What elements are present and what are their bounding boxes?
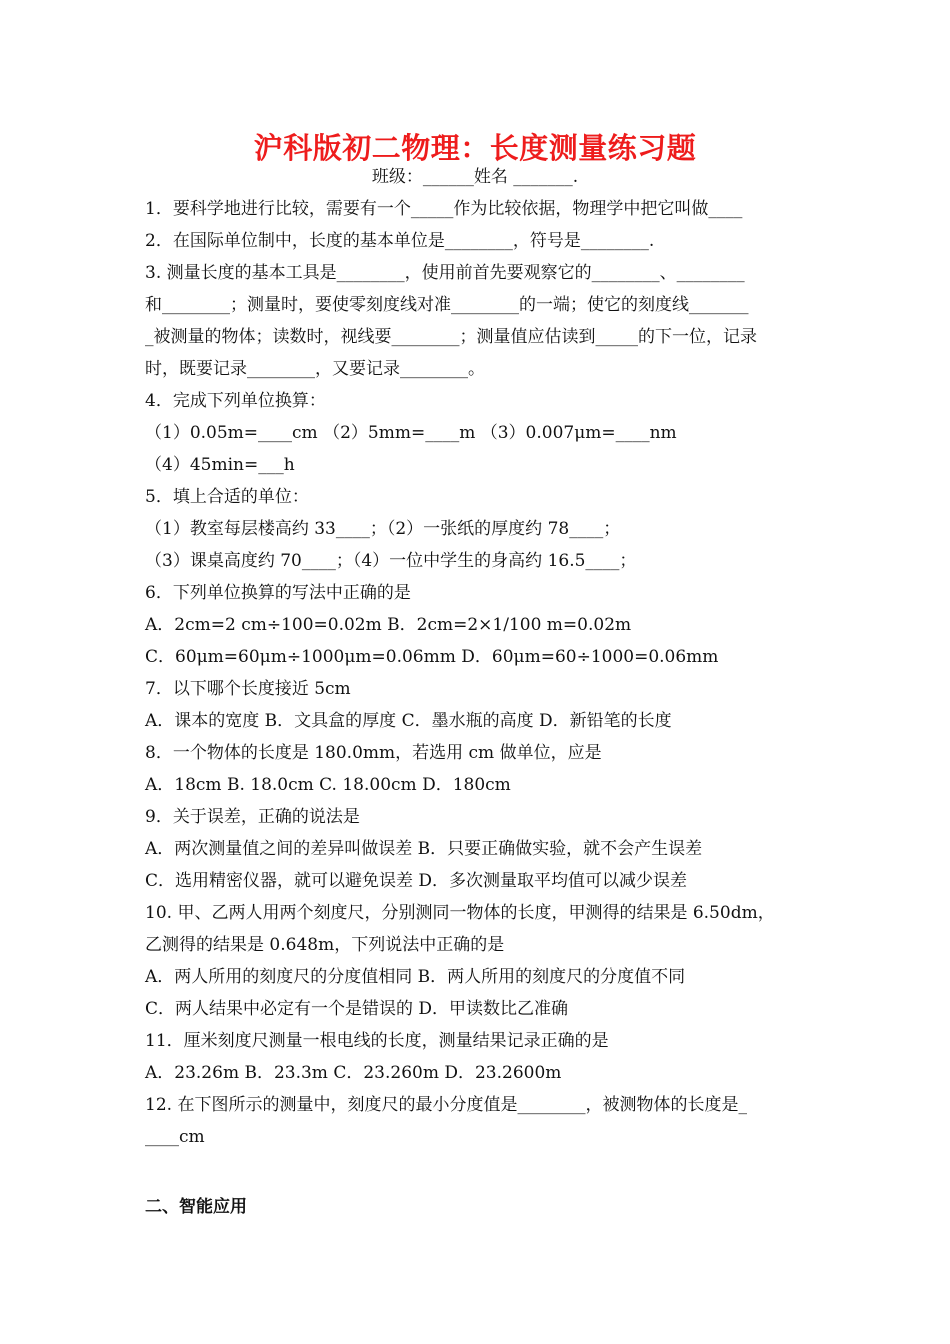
text-line: （3）课桌高度约 70____；（4）一位中学生的身高约 16.5____； [145,551,637,571]
text-line: A．两次测量值之间的差异叫做误差 B．只要正确做实验，就不会产生误差 [145,839,703,859]
text-line: 7．以下哪个长度接近 5cm [145,679,351,699]
text-line: 时，既要记录________，又要记录________。 [145,359,485,379]
text-line: 1．要科学地进行比较，需要有一个_____作为比较依据，物理学中把它叫做____ [145,199,743,219]
text-line: 乙测得的结果是 0.648m，下列说法中正确的是 [145,935,505,955]
text-line: C．选用精密仪器，就可以避免误差 D．多次测量取平均值可以减少误差 [145,871,688,891]
text-line: 8．一个物体的长度是 180.0mm，若选用 cm 做单位，应是 [145,743,602,763]
section-heading: 二、智能应用 [145,1197,247,1217]
text-line: C．60μm=60μm÷1000μm=0.06mm D．60μm=60÷1000=0.06mm [145,647,719,667]
text-line: 9．关于误差，正确的说法是 [145,807,360,827]
text-line: 6．下列单位换算的写法中正确的是 [145,583,411,603]
class-name-line: 班级：______姓名 _______. [371,167,579,187]
text-line: 12. 在下图所示的测量中，刻度尺的最小分度值是________，被测物体的长度是_ [145,1095,747,1115]
text-line: A．两人所用的刻度尺的分度值相同 B．两人所用的刻度尺的分度值不同 [145,967,686,987]
text-line: 4．完成下列单位换算： [145,391,326,411]
text-line: _被测量的物体；读数时，视线要________；测量值应估读到_____的下一位，记录 [145,327,757,347]
text-line: A．2cm=2 cm÷100=0.02m B．2cm=2×1/100 m=0.02m [145,615,632,635]
text-line: 和________；测量时，要使零刻度线对准________的一端；使它的刻度线_______ [145,295,749,315]
text-line: A．23.26m B．23.3m C．23.260m D．23.2600m [145,1063,562,1083]
text-line: （1）0.05m=____cm （2）5mm=____m （3）0.007μm=____nm [145,423,677,443]
text-line: 3. 测量长度的基本工具是________，使用前首先要观察它的________、________ [145,263,745,283]
text-line: C．两人结果中必定有一个是错误的 D．甲读数比乙准确 [145,999,569,1019]
text-line: ____cm [145,1127,205,1147]
text-line: （4）45min=___h [145,455,295,475]
text-line: 2．在国际单位制中，长度的基本单位是________，符号是________. [145,231,655,251]
page-title: 沪科版初二物理：长度测量练习题 [253,131,697,165]
text-line: A．课本的宽度 B．文具盒的厚度 C．墨水瓶的高度 D．新铅笔的长度 [145,711,672,731]
text-line: 11．厘米刻度尺测量一根电线的长度，测量结果记录正确的是 [145,1031,609,1051]
text-line: 10. 甲、乙两人用两个刻度尺，分别测同一物体的长度，甲测得的结果是 6.50dm， [145,903,775,923]
text-line: 5．填上合适的单位： [145,487,309,507]
text-line: A．18cm B. 18.0cm C. 18.00cm D．180cm [145,775,511,795]
text-line: （1）教室每层楼高约 33____；（2）一张纸的厚度约 78____； [145,519,621,539]
